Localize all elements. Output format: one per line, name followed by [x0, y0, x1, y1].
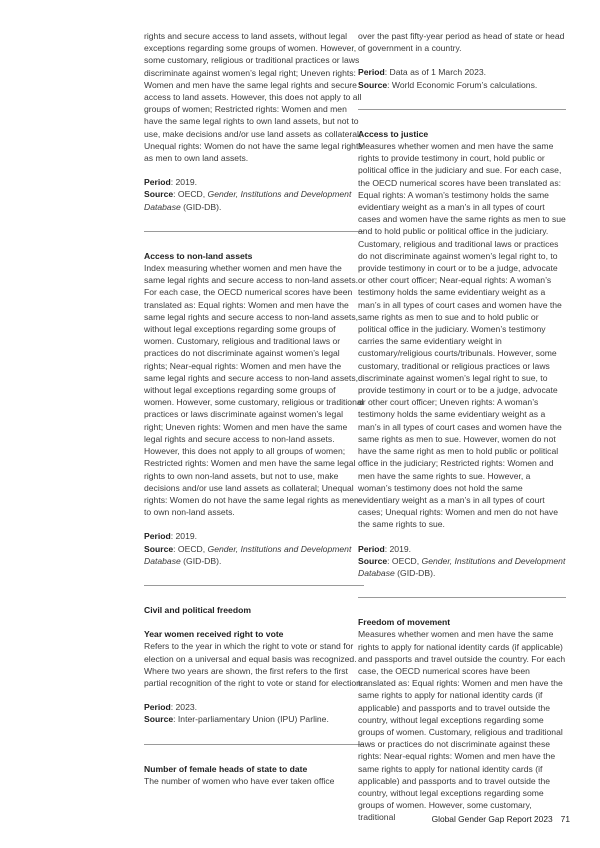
heads-of-state-heading: Number of female heads of state to date	[144, 763, 308, 774]
source-vote: Source: Inter-parliamentary Union (IPU) Parline.	[144, 714, 329, 725]
vote-text: Refers to the year in which the right to vote or stand for election on a universal and equal basis was recognized. Where two years are shown, the first refers to the first partial recognition of the right to vote or stand for election.	[144, 641, 364, 688]
source-label: Source	[144, 189, 174, 200]
report-title: Global Gender Gap Report 2023	[431, 814, 553, 824]
source-land: Source: OECD, Gender, Institutions and Development Database (GID-DB).	[144, 189, 352, 212]
source-justice: Source: OECD, Gender, Institutions and Development Database (GID-DB).	[358, 555, 566, 578]
right-column	[358, 30, 566, 824]
period-justice: Period: 2019.	[358, 543, 412, 554]
heads-of-state-text: The number of women who have ever taken office	[144, 775, 335, 786]
vote-heading: Year women received right to vote	[144, 629, 284, 640]
page-footer	[420, 814, 570, 824]
civil-political-heading: Civil and political freedom	[144, 604, 251, 615]
nonland-text: Index measuring whether women and men have the same legal rights and secure access to non-land assets. For each case, the OECD numerical scores have been translated as: Equal rights: Women and men have the same legal rights and secure access to non-land assets, without legal exceptions regarding some groups of women. Customary, religious and traditional laws or practices do not discriminate against women’s legal rights; Near-equal rights: Women and men have the same legal rights and secure access to non-land assets, without legal exceptions regarding some groups of women. However, some customary, religious or traditional practices or laws discriminate against women’s legal right; Uneven rights: Women and men have the same legal rights and secure access to non-land assets. However, this does not apply to all groups of women; Restricted rights: Women and men have the same legal rights to own non-land assets, but not to use, make decisions and/or use land assets as collateral; Unequal rights: Women do not have the same legal rights as men to own non-land assets.	[144, 263, 364, 518]
period-nonland: Period: 2019.	[144, 531, 198, 542]
source-heads: Source: World Economic Forum’s calculations.	[358, 79, 538, 90]
movement-heading: Freedom of movement	[358, 617, 451, 628]
justice-text: Measures whether women and men have the same rights to provide testimony in court, hold public or political office in the judiciary and sue. For each case, the OECD numerical scores have been translated as: Equal rights: A woman’s testimony holds the same evidentiary weight as a man’s in all types of court cases and women have the same rights as men to sue and to hold public or political office in the judiciary. Customary, religious and traditional laws or practices do not discriminate against women’s legal right to, to provide testimony in court or to be a judge, advocate or other court officer; Near-equal rights: A woman’s testimony holds the same evidentiary weight as a man’s in all types of court cases and women have the same rights as men to sue and to hold public or political office in the judiciary. Women’s testimony carries the same evidentiary weight in customary/religious courts/tribunals. However, some customary, traditional or religious practices or laws discriminate against women’s legal right to sue, to provide testimony in court or to be a judge, advocate or other court officer; Uneven rights: A woman’s testimony holds the same evidentiary weight as a man’s in all types of court cases and women have the same rights as men to sue. However, women do not have the same right as men to hold public or political office in the judiciary; Restricted rights: Women and men have the same rights to sue. However, a woman’s testimony does not hold the same evidentiary weight as a man’s in all types of court cases; Unequal rights: Women and men do not have the same rights to sue.	[358, 141, 566, 530]
period-heads: Period: Data as of 1 March 2023.	[358, 67, 487, 78]
source-title: Gender, Institutions and Development Database	[144, 189, 352, 212]
nonland-heading: Access to non-land assets	[144, 250, 253, 261]
period-value: : 2019.	[170, 177, 198, 188]
left-column	[144, 30, 364, 787]
left-intro-text: rights and secure access to land assets, without legal exceptions regarding some groups of women. However, some customary, religious or traditional practices or laws discriminate against women’s legal right; Uneven rights: Women and men have the same legal rights and secure access to land assets. However, this does not apply to all groups of women; Restricted rights: Women and men have the same legal rights to own land assets, but not to use, make decisions and/or use land assets as collateral; Unequal rights: Women do not have the same legal rights as men to own land assets.	[144, 31, 363, 164]
right-intro-text: over the past fifty-year period as head of state or head of government in a country.	[358, 31, 565, 54]
justice-heading: Access to justice	[358, 128, 429, 139]
period-land	[144, 176, 364, 188]
page-number: 71	[560, 814, 570, 824]
movement-text: Measures whether women and men have the same rights to apply for national identity cards (if applicable) and passports and travel outside the country. For each case, the OECD numerical scores have been translated as: Equal rights: Women and men have the same rights to apply for national identity cards (if applicable) and passports and to travel outside the country, without legal exceptions regarding some groups of women. Customary, religious and traditional laws or practices do not discriminate against these rights: Near-equal rights: Women and men have the same rights to apply for national identity cards (if applicable) and passports and to travel outside the country, without legal exceptions regarding some groups of women. However, some customary, traditional	[358, 629, 566, 823]
period-vote: Period: 2023.	[144, 702, 198, 713]
source-nonland: Source: OECD, Gender, Institutions and Development Database (GID-DB).	[144, 543, 352, 566]
period-label: Period	[144, 177, 171, 188]
